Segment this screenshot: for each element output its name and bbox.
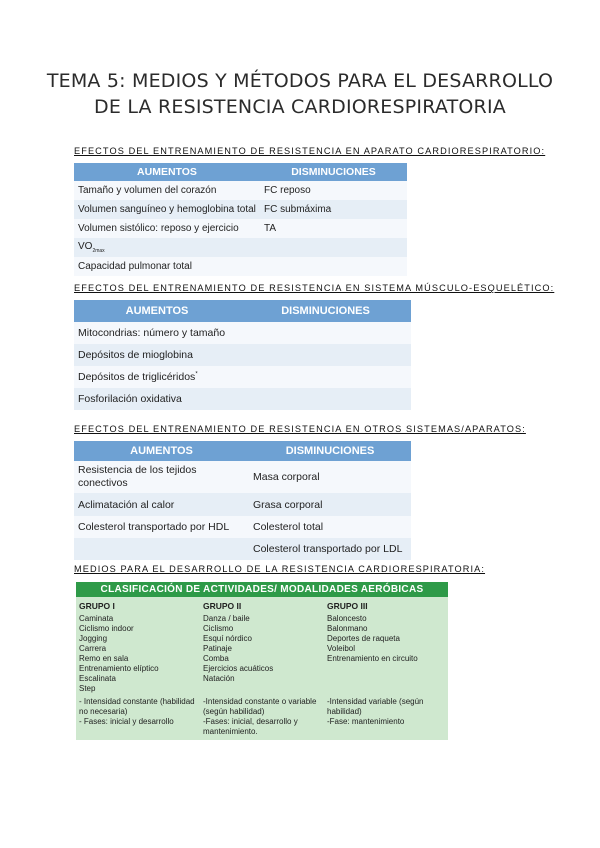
- table-cell: [260, 238, 407, 257]
- table-cell: Fosforilación oxidativa: [74, 388, 240, 410]
- table-cell: Colesterol transportado por HDL: [74, 516, 249, 538]
- table-cell: [240, 388, 411, 410]
- group-notes: [79, 697, 199, 727]
- table-cell: Mitocondrias: número y tamaño: [74, 322, 240, 344]
- table-cell: Colesterol total: [249, 516, 411, 538]
- group-column: [203, 601, 323, 684]
- list-item: Entrenamiento elíptico: [79, 664, 159, 673]
- table-header-aumentos: AUMENTOS: [74, 441, 249, 461]
- table-cell: [74, 366, 240, 388]
- group-name: GRUPO III: [327, 601, 368, 611]
- list-item: Comba: [203, 654, 229, 663]
- table-cell: Resistencia de los tejidos conectivos: [74, 461, 249, 493]
- table-cell: Masa corporal: [249, 461, 411, 493]
- list-item: Ciclismo indoor: [79, 624, 134, 633]
- table-cell: FC submáxima: [260, 200, 407, 219]
- note-line: -Fase: mantenimiento: [327, 717, 405, 726]
- list-item: Voleibol: [327, 644, 356, 653]
- table-cell: [260, 257, 407, 276]
- table-cell: Volumen sanguíneo y hemoglobina total: [74, 200, 260, 219]
- list-item: Escalinata: [79, 674, 116, 683]
- list-item: Esquí nórdico: [203, 634, 252, 643]
- table-header-aumentos: AUMENTOS: [74, 163, 260, 181]
- section4-heading: MEDIOS PARA EL DESARROLLO DE LA RESISTENCIA CARDIORESPIRATORIA:: [74, 564, 486, 574]
- table-cell: [74, 238, 260, 257]
- table-cell: [240, 344, 411, 366]
- list-item: Entrenamiento en circuito: [327, 654, 418, 663]
- group-column: [327, 601, 447, 664]
- page-title-line2: DE LA RESISTENCIA CARDIORESPIRATORIA: [94, 96, 506, 118]
- note-line: -Intensidad constante o variable (según habilidad): [203, 697, 317, 716]
- list-item: Balonmano: [327, 624, 368, 633]
- note-line: - Intensidad constante (habilidad no necesaria): [79, 697, 195, 716]
- table-cell: Colesterol transportado por LDL: [249, 538, 411, 560]
- list-item: Danza / baile: [203, 614, 250, 623]
- group-name: GRUPO II: [203, 601, 242, 611]
- page-title-line1: TEMA 5: MEDIOS Y MÉTODOS PARA EL DESARROLLO: [46, 70, 554, 92]
- group-name: GRUPO I: [79, 601, 115, 611]
- note-line: -Intensidad variable (según habilidad): [327, 697, 424, 716]
- group-column: [79, 601, 199, 694]
- list-item: Deportes de raqueta: [327, 634, 400, 643]
- cardio-effects-table: [74, 163, 407, 276]
- list-item: Carrera: [79, 644, 107, 653]
- group-notes: [203, 697, 323, 737]
- list-item: Baloncesto: [327, 614, 367, 623]
- vo-subscript: 2max: [92, 248, 105, 254]
- triglycerides-text: Depósitos de triglicéridos: [78, 371, 196, 383]
- note-line: - Fases: inicial y desarrollo: [79, 717, 174, 726]
- table-cell: Depósitos de mioglobina: [74, 344, 240, 366]
- table-cell: Grasa corporal: [249, 493, 411, 516]
- table-cell: [74, 538, 249, 560]
- table-cell: Tamaño y volumen del corazón: [74, 181, 260, 200]
- list-item: Step: [79, 684, 96, 693]
- table-header-aumentos: AUMENTOS: [74, 300, 240, 322]
- table-cell: Aclimatación al calor: [74, 493, 249, 516]
- aerobic-box-title: CLASIFICACIÓN DE ACTIVIDADES/ MODALIDADES AERÓBICAS: [76, 582, 448, 597]
- list-item: Natación: [203, 674, 235, 683]
- section2-heading: EFECTOS DEL ENTRENAMIENTO DE RESISTENCIA EN SISTEMA MÚSCULO-ESQUELÉTICO:: [74, 283, 555, 293]
- muscle-effects-table: [74, 300, 411, 410]
- footnote-marker: *: [195, 371, 198, 378]
- section1-heading: EFECTOS DEL ENTRENAMIENTO DE RESISTENCIA EN APARATO CARDIORESPIRATORIO:: [74, 146, 546, 156]
- group-notes: [327, 697, 447, 727]
- list-item: Remo en sala: [79, 654, 129, 663]
- table-header-disminuciones: DISMINUCIONES: [240, 300, 411, 322]
- list-item: Ciclismo: [203, 624, 234, 633]
- list-item: Caminata: [79, 614, 114, 623]
- vo-text: VO: [78, 241, 93, 252]
- list-item: Patinaje: [203, 644, 232, 653]
- table-cell: TA: [260, 219, 407, 238]
- table-cell: [240, 322, 411, 344]
- list-item: Jogging: [79, 634, 108, 643]
- other-systems-table: [74, 441, 411, 560]
- table-header-disminuciones: DISMINUCIONES: [249, 441, 411, 461]
- note-line: -Fases: inicial, desarrollo y mantenimiento.: [203, 717, 298, 736]
- table-cell: Capacidad pulmonar total: [74, 257, 260, 276]
- table-cell: [240, 366, 411, 388]
- section3-heading: EFECTOS DEL ENTRENAMIENTO DE RESISTENCIA EN OTROS SISTEMAS/APARATOS:: [74, 424, 526, 434]
- table-header-disminuciones: DISMINUCIONES: [260, 163, 407, 181]
- aerobic-activities-box: [76, 582, 448, 740]
- table-cell: FC reposo: [260, 181, 407, 200]
- table-cell: Volumen sistólico: reposo y ejercicio: [74, 219, 260, 238]
- list-item: Ejercicios acuáticos: [203, 664, 274, 673]
